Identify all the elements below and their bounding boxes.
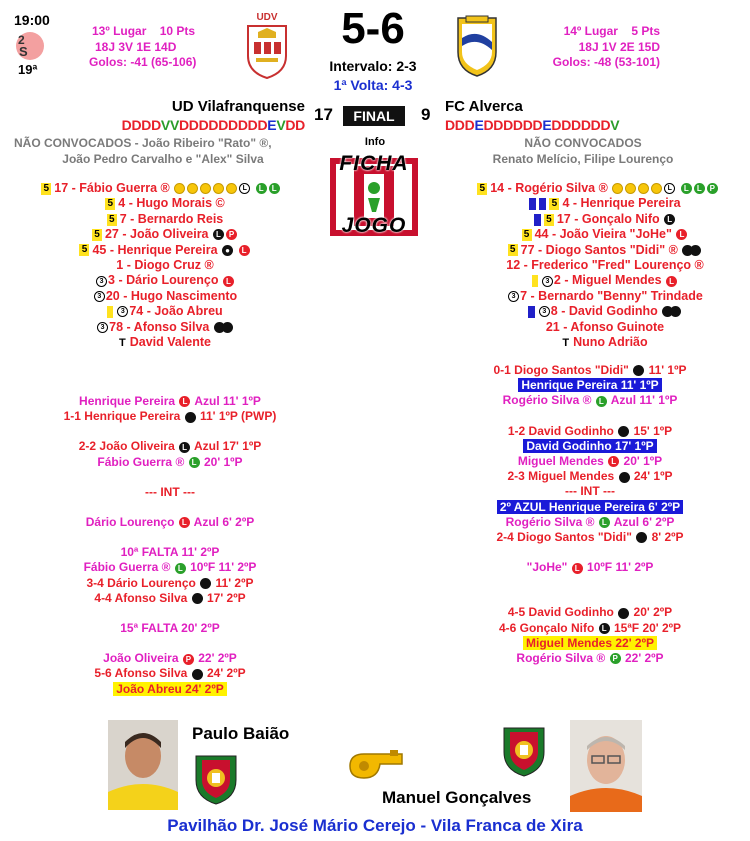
list-item: 3 74 - João Abreu xyxy=(30,304,300,319)
home-team-name: UD Vilafranquense xyxy=(171,98,305,115)
away-events xyxy=(440,363,740,666)
event: João Oliveira P 22' 2ºP xyxy=(103,651,237,666)
final-score: 5-6 xyxy=(341,4,405,53)
event: Rogério Silva ® L Azul 11' 1ºP xyxy=(502,393,678,408)
home-stats xyxy=(89,24,222,71)
list-item: 21 - Afonso Guinote xyxy=(545,319,665,334)
home-events xyxy=(20,394,320,697)
list-item: 5 14 - Rogério Silva ® L L L P xyxy=(456,181,740,196)
event: Miguel Mendes L 20' 1ºP xyxy=(517,454,663,469)
venue: Pavilhão Dr. José Mário Cerejo - Vila Franca de Xira xyxy=(167,816,583,835)
away-record: 18J 1V 2E 15D xyxy=(578,39,660,54)
list-item: 5 77 - Diogo Santos "Didi" ® xyxy=(470,243,740,258)
list-item: 5 45 - Henrique Pereira ● L xyxy=(30,243,300,258)
referee-1-photo xyxy=(108,720,178,810)
event: Fábio Guerra ® L 10ºF 11' 2ºP xyxy=(83,560,257,575)
event: Rogério Silva ® P 22' 2ºP xyxy=(516,651,664,666)
form-segment: DDD xyxy=(445,117,475,133)
list-item: 5 44 - João Vieira "JoHe" L xyxy=(470,227,740,242)
away-form xyxy=(445,117,665,133)
event: "JoHe" L 10ºF 11' 2ºP xyxy=(526,560,654,575)
list-item: 1 - Diogo Cruz ® xyxy=(116,258,214,273)
person-icon xyxy=(570,720,642,812)
round-number: 19ª xyxy=(18,62,38,77)
away-rank: 14º Lugar xyxy=(563,24,618,38)
list-item: 3 7 - Bernardo "Benny" Trindade xyxy=(470,289,740,304)
event: Rogério Silva ® L Azul 6' 2ºP xyxy=(505,514,675,529)
away-players xyxy=(470,181,740,351)
form-segment: DDDD xyxy=(121,117,161,133)
form-segment: VV xyxy=(160,117,179,133)
home-form xyxy=(60,117,305,133)
event: 4-5 David Godinho 20' 2ºP xyxy=(507,605,673,620)
event: Miguel Mendes 22' 2ºP xyxy=(440,636,740,651)
event: 1-2 David Godinho 15' 1ºP xyxy=(507,423,673,438)
list-item: 5 17 - Gonçalo Nifo L xyxy=(470,212,740,227)
league-logo: 2 S xyxy=(16,32,44,60)
away-not-called: NÃO CONVOCADOS Renato Melício, Filipe Lourenço xyxy=(492,136,674,166)
event: 10ª FALTA 11' 2ºP xyxy=(120,545,220,560)
final-badge: FINAL xyxy=(343,106,405,126)
away-goals: Golos: -48 (53-101) xyxy=(552,55,660,69)
list-item: 5 27 - João Oliveira L P xyxy=(30,227,300,242)
referee-1-crest xyxy=(192,750,240,806)
form-segment: V xyxy=(276,117,286,133)
event: Henrique Pereira 11' 1ºP xyxy=(440,378,740,393)
form-segment: E xyxy=(474,117,484,133)
event: 2-2 João Oliveira L Azul 17' 1ºP xyxy=(78,439,262,454)
home-rank: 13º Lugar xyxy=(92,24,147,38)
list-item: 5 17 - Fábio Guerra ® L L L xyxy=(22,181,300,196)
event: 2-4 Diogo Santos "Didi" 8' 2ºP xyxy=(496,530,684,545)
home-pts: 10 Pts xyxy=(159,24,196,38)
list-item: 5 4 - Hugo Morais © xyxy=(30,196,300,211)
referee-2-crest xyxy=(500,722,548,778)
home-record: 18J 3V 1E 14D xyxy=(95,39,177,54)
form-segment: E xyxy=(267,117,277,133)
list-item: 5 4 - Henrique Pereira xyxy=(470,196,740,211)
list-item: 3 2 - Miguel Mendes L xyxy=(470,273,740,288)
home-not-called: NÃO CONVOCADOS - João Ribeiro "Rato" ®, João Pedro Carvalho e "Alex" Silva xyxy=(14,136,272,166)
jogo-label: JOGO xyxy=(341,214,407,237)
event: 1-1 Henrique Pereira 11' 1ºP (PWP) xyxy=(63,409,277,424)
away-fouls: 9 xyxy=(421,105,431,124)
list-item: 3 3 - Dário Lourenço L xyxy=(30,273,300,288)
event: 2-3 Miguel Mendes 24' 1ºP xyxy=(507,469,673,484)
form-segment: DDDDDD xyxy=(551,117,611,133)
form-segment: V xyxy=(610,117,620,133)
event: 4-6 Gonçalo Nifo L 15ªF 20' 2ºP xyxy=(498,620,682,635)
list-item: 5 7 - Bernardo Reis xyxy=(30,212,300,227)
referee-1-name: Paulo Baião xyxy=(192,724,290,743)
away-stats xyxy=(530,24,660,71)
list-item: 3 20 - Hugo Nascimento xyxy=(30,289,300,304)
home-crest xyxy=(244,12,290,80)
event: João Abreu 24' 2ºP xyxy=(20,682,320,697)
person-icon xyxy=(108,720,178,810)
home-players xyxy=(30,181,300,351)
away-pts: 5 Pts xyxy=(631,24,660,38)
away-team-name: FC Alverca xyxy=(445,98,523,115)
form-segment: E xyxy=(542,117,552,133)
event: 3-4 Dário Lourenço 11' 2ºP xyxy=(86,575,254,590)
home-crest-label: UDV xyxy=(256,12,278,23)
event: Dário Lourenço L Azul 6' 2ºP xyxy=(85,515,255,530)
form-segment: DD xyxy=(285,117,305,133)
event: 5-6 Afonso Silva 24' 2ºP xyxy=(94,666,246,681)
whistle-icon xyxy=(344,744,408,784)
home-goals: Golos: -41 (65-106) xyxy=(89,55,197,69)
event: David Godinho 17' 1ºP xyxy=(440,439,740,454)
halftime-score: Intervalo: 2-3 xyxy=(329,58,417,74)
away-crest xyxy=(452,12,502,78)
list-item: 12 - Frederico "Fred" Lourenço ® xyxy=(506,258,704,273)
event: Fábio Guerra ® L 20' 1ºP xyxy=(97,454,243,469)
form-segment: DDDDDDDDD xyxy=(178,117,268,133)
home-fouls: 17 xyxy=(314,105,333,124)
match-time: 19:00 xyxy=(14,12,50,28)
event: --- INT --- xyxy=(145,484,195,499)
event: Henrique Pereira L Azul 11' 1ºP xyxy=(79,394,261,408)
list-item: 3 78 - Afonso Silva xyxy=(30,320,300,335)
list-item: 3 8 - David Godinho xyxy=(470,304,740,319)
ficha-jogo-button[interactable] xyxy=(324,150,424,240)
referee-2-photo xyxy=(570,720,642,812)
list-item: T David Valente xyxy=(118,335,212,350)
first-leg-score: 1ª Volta: 4-3 xyxy=(333,77,413,93)
event: 4-4 Afonso Silva 17' 2ºP xyxy=(94,590,246,605)
ficha-label: FICHA xyxy=(339,152,409,175)
event: 15ª FALTA 20' 2ºP xyxy=(120,621,220,636)
referee-2-name: Manuel Gonçalves xyxy=(382,788,532,807)
list-item: T Nuno Adrião xyxy=(562,335,648,350)
event: --- INT --- xyxy=(565,484,615,499)
event: 2º AZUL Henrique Pereira 6' 2ºP xyxy=(440,500,740,515)
info-link[interactable]: Info xyxy=(364,136,386,148)
event: 0-1 Diogo Santos "Didi" 11' 1ºP xyxy=(493,363,687,377)
form-segment: DDDDDD xyxy=(483,117,543,133)
